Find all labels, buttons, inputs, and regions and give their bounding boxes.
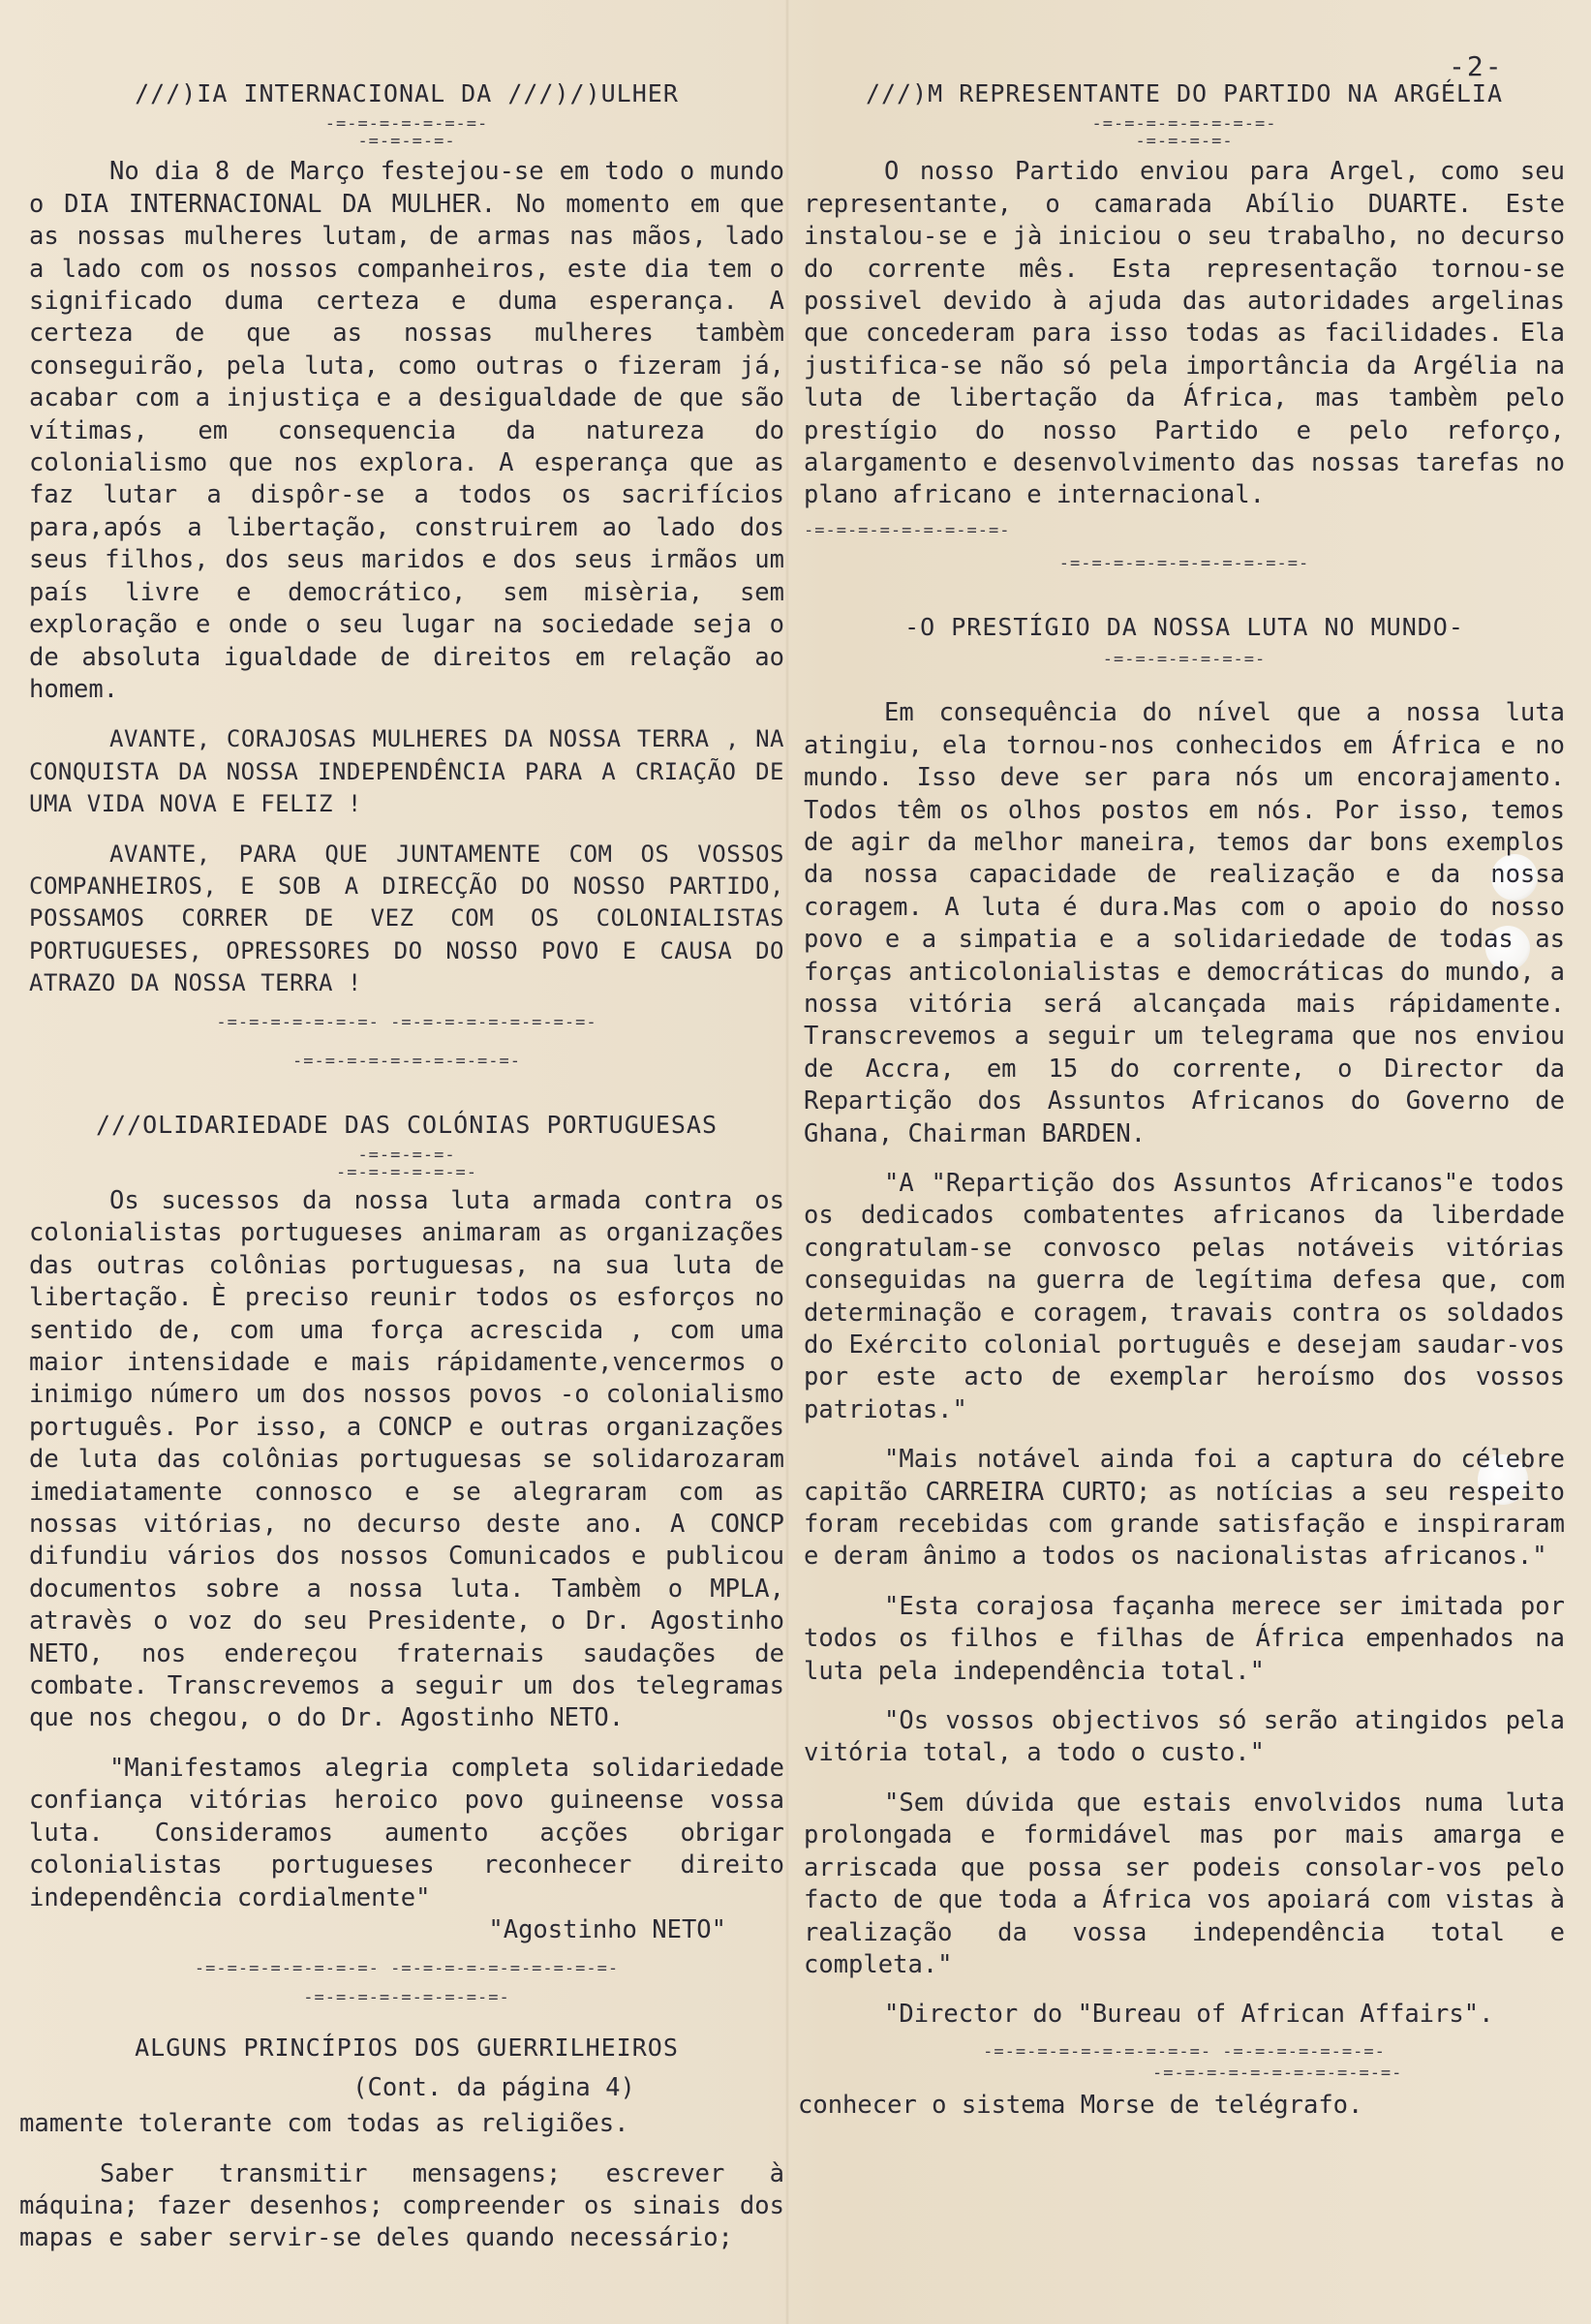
right-column (798, 77, 1565, 2122)
page-fold (785, 0, 789, 2324)
ghana-telegram-5: "Sem dúvida que estais envolvidos numa luta prolongada e formidável mas por mais amarga e arriscada que possa ser podeis consolar-vos pelo facto de que toda a África vos apoiará com vistas à realização da vossa independência total e completa." (804, 1788, 1565, 1979)
page-number: -2- (1449, 50, 1504, 82)
separator: -=-=-=-=-=-=-=- -=-=-=-=-=-=-=-=-=- (216, 1013, 597, 1031)
call-paragraph-2: AVANTE, PARA QUE JUNTAMENTE COM OS VOSSOS COMPANHEIROS, E SOB A DIRECÇÃO DO NOSSO PARTIDO, POSSAMOS CORRER DE VEZ COM OS COLONIALISTAS PORTUGUESES, OPRESSORES DO NOSSO POVO E CAUSA DO ATRAZO DA NOSSA TERRA ! (29, 840, 784, 997)
separator: -=-=-=-=-=-=-=-=- (1091, 115, 1277, 134)
article-heading-solidarity: ∕∕∕OLIDARIEDADE DAS COLÓNIAS PORTUGUESAS (95, 1110, 719, 1139)
ghana-telegram-2: "Mais notável ainda foi a captura do célebre capitão CARREIRA CURTO; as notícias a seu respeito foram recebidas com grande satisfação e inspiraram e deram ânimo a todos os nacionalistas africanos." (804, 1445, 1565, 1572)
principles-paragraph: Saber transmitir mensagens; escrever à máquina; fazer desenhos; compreender os sinais dos mapas e saber servir-se deles quando necessário; (19, 2158, 784, 2253)
ghana-telegram-signature: "Director do "Bureau of African Affairs". (884, 2000, 1494, 2030)
separator: -=-=-=-=-=-=-=-=- -=-=-=-=-=-=-=-=-=-=- (194, 1960, 620, 1978)
neto-signature: "Agostinho NETO" (488, 1914, 726, 1944)
prestige-paragraph: Em consequência do nível que a nossa luta atingiu, ela tornou-nos conhecidos em África e no mundo. Isso deve ser para nós um encorajamento. Todos têm os olhos postos em nós. Por isso, temos de agir da melhor maneira, temos dar bons exemplos da nossa capacidade de realização e da nossa coragem. A luta é dura.Mas com o apoio do nosso povo e a simpatia e a solidariedade de todas as forças anticolonialistas e democráticas do mundo, a nossa vitória será alcançada mais rápidamente. Transcrevemos a seguir um telegrama que nos enviou de Accra, em 15 do corrente, o Director da Repartição dos Assuntos Africanos do Governo de Ghana, Chairman BARDEN. (804, 698, 1565, 1148)
separator: -=-=-=-=- (357, 133, 456, 151)
ghana-telegram-3: "Esta corajosa façanha merece ser imitada por todos os filhos e filhas de África empenhados na luta pela independência total." (804, 1591, 1565, 1686)
principles-continued-line: mamente tolerante com todas as religiões. (19, 2109, 629, 2139)
separator: -=-=-=-=- (1135, 133, 1234, 151)
separator: -=-=-=-=- (357, 1146, 456, 1164)
separator: -=-=-=-=-=-=-=-=-=-=-=- (1152, 2064, 1403, 2082)
article-heading-algeria: ∕∕∕)M REPRESENTANTE DO PARTIDO NA ARGÉLIA (865, 79, 1504, 107)
article-heading-guerrilla-principles: ALGUNS PRINCÍPIOS DOS GUERRILHEIROS (135, 2034, 679, 2063)
separator: -=-=-=-=-=-=-=-=-=- (804, 521, 1011, 539)
ghana-telegram-1: "A "Repartição dos Assuntos Africanos"e todos os dedicados combatentes africanos da liberdade congratulam-se convosco pelas notáveis vitórias conseguidas na guerra de legítima defesa que, com determinação e coragem, travais contra os soldados do Exército colonial português e desejam saudar-vos por este acto de exemplar heroísmo dos vossos patriotas." (804, 1168, 1565, 1424)
womens-day-paragraph: No dia 8 de Março festejou-se em todo o mundo o DIA INTERNACIONAL DA MULHER. No momento em que as nossas mulheres lutam, de armas nas mãos, lado a lado com os nossos companheiros, este dia tem o significado duma certeza e duma esperança. A certeza de que as nossas mulheres tambèm conseguirão, pela luta, como outras o fizeram já, acabar com a injustiça e a desigualdade de que são vítimas, em consequencia da natureza do colonialismo que nos explora. A esperança que as faz lutar a dispôr-se a todos os sacrifícios para,após a libertação, construirem ao lado dos seus filhos, dos seus maridos e dos seus irmãos um país livre e democrático, sem misèria, sem exploração e onde o seu lugar na sociedade seja o de absoluta igualdade de direitos em relação ao homem. (29, 157, 784, 704)
left-column (19, 77, 784, 2255)
morse-line: conhecer o sistema Morse de telégrafo. (798, 2090, 1363, 2120)
separator: -=-=-=-=-=-=-=-=-=- (303, 1989, 510, 2007)
separator: -=-=-=-=-=-=-=- (1102, 651, 1267, 669)
separator: -=-=-=-=-=-=-=-=-=-=-=- (1058, 554, 1310, 572)
separator: -=-=-=-=-=-=-=- (324, 115, 489, 134)
article-heading-prestige: -O PRESTÍGIO DA NOSSA LUTA NO MUNDO- (904, 612, 1464, 641)
ghana-telegram-4: "Os vossos objectivos só serão atingidos pela vitória total, a todo o custo." (804, 1706, 1565, 1768)
article-heading-womens-day: ∕∕∕)IA INTERNACIONAL DA ∕∕∕)/)ULHER (135, 79, 679, 107)
separator: -=-=-=-=-=-=-=-=-=-=- (292, 1052, 521, 1070)
continuation-note: (Cont. da página 4) (352, 2072, 635, 2102)
womens-day-calls (29, 723, 784, 999)
separator: -=-=-=-=-=-=- (335, 1163, 478, 1181)
neto-telegram: "Manifestamos alegria completa solidariedade confiança vitórias heroico povo guineense vossa luta. Consideramos aumento acções obrigar colonialistas portugueses reconhecer direito independência cordialmente" (29, 1753, 784, 1912)
call-paragraph-1: AVANTE, CORAJOSAS MULHERES DA NOSSA TERRA , NA CONQUISTA DA NOSSA INDEPENDÊNCIA PARA A CRIAÇÃO DE UMA VIDA NOVA E FELIZ ! (29, 725, 784, 818)
solidarity-paragraph: Os sucessos da nossa luta armada contra os colonialistas portugueses animaram as organizações das outras colônias portuguesas, na sua luta de libertação. È preciso reunir todos os esforços no sentido de, com uma força acrescida , com uma maior intensidade e mais rápidamente,vencermos o inimigo número um dos nossos povos -o colonialismo português. Por isso, a CONCP e outras organizações de luta das colônias portuguesas se solidarozaram imediatamente connosco e se alegraram com as nossas vitórias, no decurso deste ano. A CONCP difundiu vários dos nossos Comunicados e publicou documentos sobre a nossa luta. Tambèm o MPLA, atravès o voz do seu Presidente, o Dr. Agostinho NETO, nos endereçou fraternais saudações de combate. Transcrevemos a seguir um dos telegramas que nos chegou, o do Dr. Agostinho NETO. (29, 1185, 784, 1733)
separator: -=-=-=-=-=-=-=-=-=-=- -=-=-=-=-=-=-=- (983, 2042, 1386, 2061)
algeria-paragraph: O nosso Partido enviou para Argel, como seu representante, o camarada Abílio DUARTE. Este instalou-se e jà iniciou o seu trabalho, no decurso do corrente mês. Esta representação tornou-se possivel devido à ajuda das autoridades argelinas que concederam para isso todas as facilidades. Ela justifica-se não só pela importância da Argélia na luta de libertação da África, mas tambèm pelo prestígio do nosso Partido e pelo reforço, alargamento e desenvolvimento das nossas tarefas no plano africano e internacional. (804, 157, 1565, 510)
